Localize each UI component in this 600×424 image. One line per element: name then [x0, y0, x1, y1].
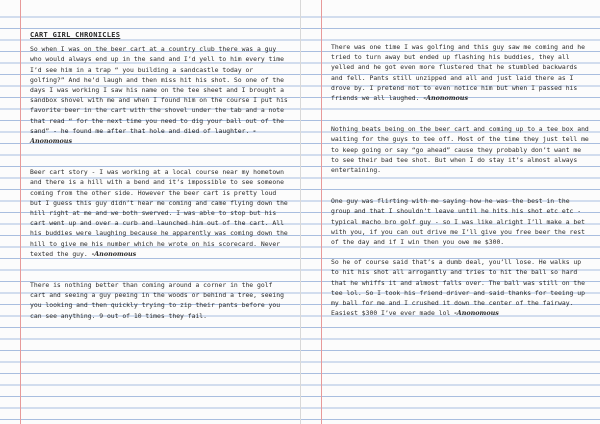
story-text: There is nothing better than coming around a corner in the golf cart and seeing a guy peeing in the woods or behind a tree, seeing you looking and then quickly trying to zip their pants before you can see anything. 9 out of 10 times they fail. [30, 281, 284, 320]
story-text: There was one time I was golfing and this guy saw me coming and he tried to turn away but ended up flashing his buddies, they all yelled and he got even more flustered that he stumbled backwards and fell. Pants still unzipped and all and just laid there as I drove by. I pretend not to even notice him but when I passed his friends we all laughed. [331, 43, 585, 103]
story-flashing-buddies [331, 42, 589, 103]
story-flirting-bet [331, 196, 589, 247]
right-margin-line [321, 0, 322, 424]
story-text: So he of course said that’s a dumb deal, you’ll lose. He walks up to hit his shot all arrogantly and tries to hit the ball so hard that he whiffs it and almost falls over. The ball was still on the tee lol. So I took his friend driver and said thanks for teeing up my ball for me and I crushed it down the center of the fairway. Easiest $300 I’ve ever made lol [331, 258, 585, 318]
story-tee-box [331, 124, 589, 175]
page-title: CART GIRL CHRONICLES [30, 31, 121, 39]
story-signature: -Anonomous [454, 309, 499, 318]
story-signature: -Anonomous [30, 126, 256, 146]
story-sandcastle [30, 44, 290, 146]
left-margin-line [20, 0, 21, 424]
story-beer-cart-hill [30, 167, 290, 259]
left-page-content [30, 30, 290, 342]
right-page [300, 0, 600, 424]
story-text: Beer cart story - I was working at a local course near my hometown and there is a hill with a bend and it’s impossible to see someone coming from the other side. However the beer cart is pretty loud but I guess this guy didn’t hear me coming and came flying down the hill right at me and we both swerved. I was able to stop but his cart went up and over a curb and launched him out of the cart. All his buddies were laughing because he apparently was coming down the hill to give me his number which he wrote on his scorecard. Never texted the guy. [30, 168, 288, 258]
story-text: Nothing beats being on the beer cart and coming up to a tee box and waiting for the guys to tee off. Most of the time they just tell me to keep going or say “go ahead” cause they probably don’t want me to see their bad tee shot. But when I do stay it’s almost always entertaining. [331, 125, 589, 175]
right-page-content [331, 42, 589, 339]
story-signature: -Anonomous [423, 94, 469, 103]
story-peeing-tree [30, 280, 290, 321]
story-whiff [331, 257, 589, 318]
story-text: So when I was on the beer cart at a country club there was a guy who would always end up in the sand and I’d yell to him every time I’d see him in a trap “ you building a sandcastle today or golfing?” And he’d laugh and then miss hit his shot. So one of the days I was working I saw his name on the tee sheet and I brought a sandbox shovel with me and when I found him on the course I put his favorite beer in the cart with the shovel under the tab and a note that read “ for the next time you need to dig your ball out of the sand” - he found me after that hole and died of laughter. [30, 45, 288, 135]
story-signature: -Anonomous [91, 249, 137, 258]
story-text: One guy was flirting with me saying how he was the best in the group and that I shouldn’t leave until he hits his shot etc etc - typical macho bro golf guy - so I was like alright I’ll make a bet with you, if you can out drive me I’ll give you free beer the rest of the day and if I win then you owe me $300. [331, 197, 585, 247]
